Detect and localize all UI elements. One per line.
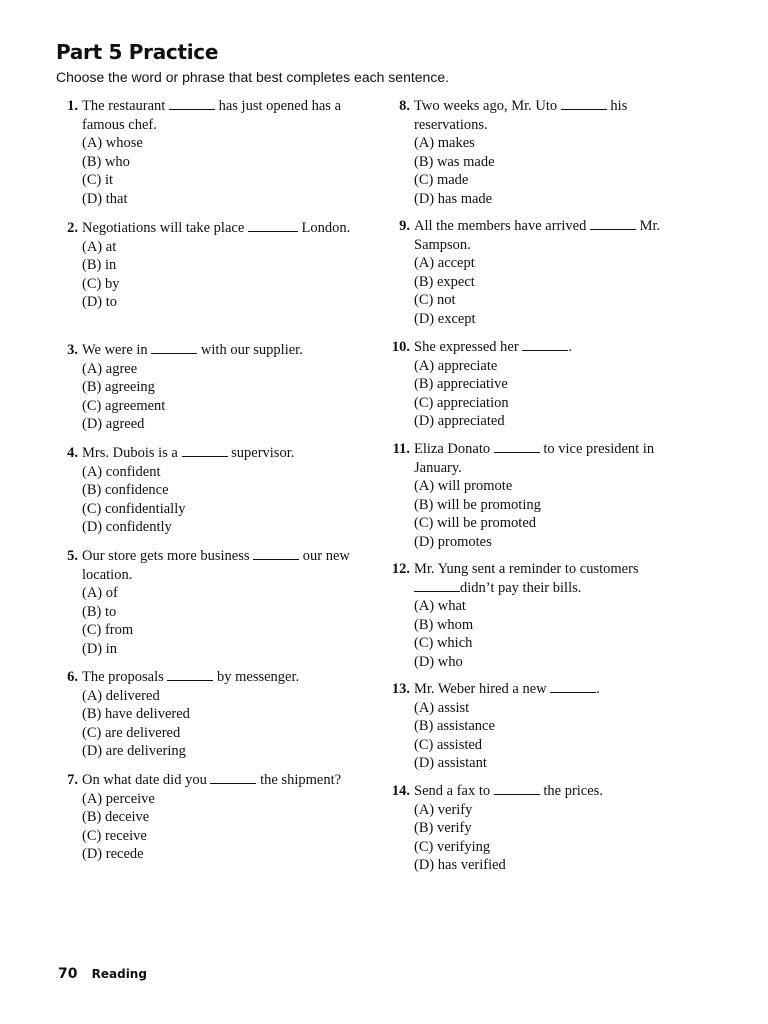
choice-b: (B) appreciative [414,376,508,392]
question-text-post: Mr. Sampson. [414,218,661,253]
choice-b: (B) whom [414,616,474,633]
choice-c: (C) made [414,172,469,188]
question-number: 4. [67,445,78,461]
choice-d: (D) are delivering [82,743,186,759]
answer-blank [167,668,213,681]
choice-d: (D) that [82,190,128,207]
choice-d: (D) promotes [414,533,492,550]
answer-blank [210,771,256,784]
choice-c: (C) confidentially [82,500,186,517]
question-text-post: . [568,339,572,355]
question-2 [67,219,372,312]
choice-a: (A) agree [82,360,138,377]
question-14 [391,782,684,875]
choice-d: (D) confidently [82,519,172,535]
question-number: 2. [67,220,78,236]
choice-c: (C) appreciation [414,394,509,411]
choice-b: (B) assistance [414,718,495,734]
question-number: 11. [392,441,410,457]
answer-blank [248,219,298,232]
question-7 [67,771,372,864]
question-12 [391,560,684,671]
answer-blank [561,97,607,110]
choice-a: (A) at [82,238,117,255]
choice-d: (D) except [414,310,476,327]
choice-a: (A) of [82,585,118,601]
question-text-post: to vice president in January. [414,441,655,476]
question-number: 12. [391,561,410,577]
answer-blank [550,680,596,693]
choice-b: (B) deceive [82,809,150,825]
question-number: 9. [399,218,410,234]
question-text-post: the shipment? [260,772,342,788]
question-1 [67,97,372,208]
choice-c: (C) agreement [82,397,166,414]
choice-a: (A) verify [414,801,473,818]
question-13 [391,680,684,773]
question-text-post: his reservations. [414,98,628,133]
answer-blank [414,579,460,592]
choice-a: (A) accept [414,255,475,271]
question-text-pre: Two weeks ago, Mr. Uto [414,98,558,114]
question-text-pre: We were in [82,342,148,358]
question-11 [392,440,684,551]
question-number: 14. [391,783,410,799]
question-text-post: the prices. [543,783,603,799]
answer-blank [522,338,568,351]
question-5 [67,547,372,658]
choice-b: (B) in [82,257,117,273]
question-number: 3. [67,342,78,358]
question-text-pre: She expressed her [414,339,519,355]
choice-d: (D) has made [414,190,493,207]
question-text-pre: All the members have arrived [414,218,587,234]
answer-blank [253,547,299,560]
choice-a: (A) appreciate [414,357,498,374]
choice-c: (C) will be promoted [414,515,537,531]
question-8 [399,97,684,208]
answer-blank [494,782,540,795]
choice-a: (A) what [414,598,466,614]
question-text-pre: The proposals [82,669,164,685]
question-10 [391,338,684,431]
choice-c: (C) assisted [414,736,483,753]
question-text-pre: Mr. Yung sent a reminder to customers [414,561,639,577]
question-text-pre: Our store gets more business [82,548,250,564]
choice-c: (C) verifying [414,838,491,855]
choice-a: (A) assist [414,699,470,716]
choice-d: (D) appreciated [414,413,505,429]
question-text-pre: Mrs. Dubois is a [82,445,178,461]
choice-c: (C) by [82,275,120,292]
choice-c: (C) it [82,172,114,188]
question-number: 10. [391,339,410,355]
question-9 [399,217,684,328]
question-text-pre: Mr. Weber hired a new [414,681,547,697]
choice-a: (A) will promote [414,478,513,494]
question-text-pre: Eliza Donato [414,441,491,457]
question-text-pre: Negotiations will take place [82,220,245,236]
choice-c: (C) which [414,635,473,651]
answer-blank [169,97,215,110]
question-number: 5. [67,548,78,564]
choice-d: (D) in [82,640,118,657]
page-footer [58,966,147,982]
question-number: 6. [67,669,78,685]
choice-b: (B) was made [414,153,495,170]
choice-d: (D) assistant [414,755,487,771]
page-title: Part 5 Practice [56,40,219,64]
choice-d: (D) to [82,294,118,310]
question-text-post: by messenger. [217,669,300,685]
question-text-post: . [596,681,600,697]
question-text-pre: On what date did you [82,772,207,788]
question-text-post: has just opened has a famous chef. [82,98,342,133]
question-text-post: our new location. [82,548,350,583]
choice-c: (C) not [414,292,456,308]
answer-blank [182,444,228,457]
question-number: 1. [67,98,78,114]
question-4 [67,444,372,537]
question-number: 7. [67,772,78,788]
answer-blank [494,440,540,453]
question-number: 8. [399,98,410,114]
question-3 [67,341,372,434]
choice-d: (D) agreed [82,416,145,432]
choice-a: (A) perceive [82,790,155,807]
answer-blank [151,341,197,354]
choice-a: (A) makes [414,135,475,151]
choice-d: (D) has verified [414,857,506,873]
question-text-post: London. [301,220,351,236]
instructions: Choose the word or phrase that best completes each sentence. [56,69,450,85]
question-text-post: with our supplier. [200,342,303,358]
choice-c: (C) receive [82,827,147,844]
choice-a: (A) confident [82,463,161,480]
choice-d: (D) who [414,653,463,670]
choice-a: (A) whose [82,135,143,151]
choice-d: (D) recede [82,846,144,862]
choice-b: (B) confidence [82,482,169,498]
question-text-post: supervisor. [231,445,295,461]
question-text-post: didn’t pay their bills. [460,579,582,596]
choice-b: (B) agreeing [82,379,155,395]
choice-c: (C) from [82,622,134,638]
question-number: 13. [391,681,410,697]
choice-b: (B) to [82,603,117,620]
choice-b: (B) expect [414,273,475,290]
question-6 [67,668,372,761]
section-name: Reading [91,967,147,981]
page-number: 70 [58,966,78,982]
choice-b: (B) verify [414,820,472,836]
answer-blank [590,217,636,230]
choice-b: (B) who [82,153,130,170]
choice-a: (A) delivered [82,687,160,704]
question-text-pre: Send a fax to [414,783,491,799]
choice-b: (B) have delivered [82,706,190,722]
choice-c: (C) are delivered [82,724,181,741]
choice-b: (B) will be promoting [414,496,541,513]
question-text-pre: The restaurant [82,98,166,114]
